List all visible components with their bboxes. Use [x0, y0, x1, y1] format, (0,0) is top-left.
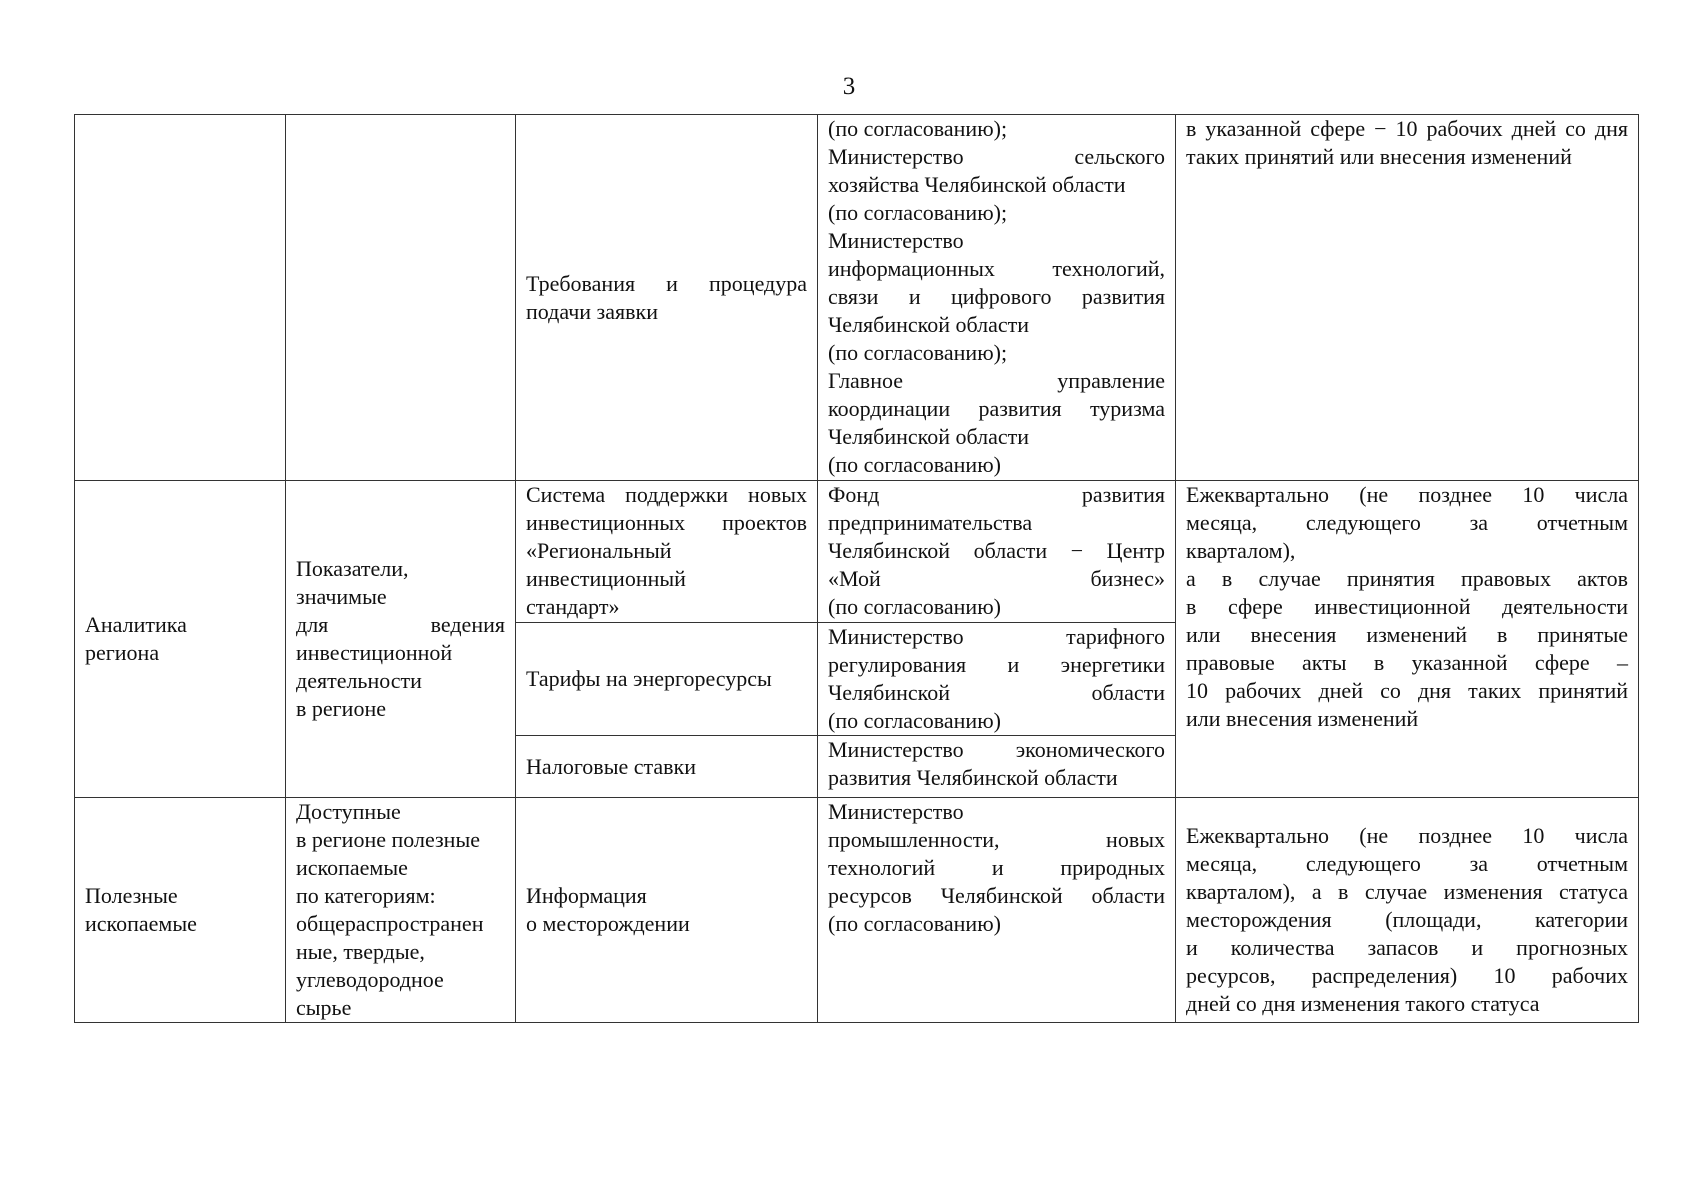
cell-r1-c2	[286, 115, 516, 481]
cell-line: о месторождении	[526, 911, 690, 936]
cell-line: (по согласованию)	[828, 452, 1001, 477]
cell-r2a-c4	[818, 481, 1176, 623]
cell-line: или внесения изменений	[1186, 706, 1419, 731]
cell-line: Информация	[526, 883, 647, 908]
cell-r2b-c4	[818, 623, 1176, 736]
cell-line: Система поддержки новых	[526, 482, 807, 507]
cell-line: ресурсов, распределения) 10 рабочих	[1186, 963, 1628, 988]
cell-line: Ежеквартально (не позднее 10 числа	[1186, 482, 1628, 507]
cell-line: Челябинской области − Центр	[828, 538, 1165, 563]
cell-r1-c3	[516, 115, 818, 481]
cell-r2-c2	[286, 481, 516, 798]
cell-line: промышленности, новых	[828, 827, 1165, 852]
cell-line: развития Челябинской области	[828, 765, 1118, 790]
cell-line: кварталом),	[1186, 538, 1296, 563]
cell-line: предпринимательства	[828, 510, 1033, 535]
cell-r2a-c3	[516, 481, 818, 623]
cell-line: для ведения	[296, 612, 505, 637]
cell-text: Требования и процедура подачи заявки	[526, 270, 807, 324]
cell-line: координации развития туризма	[828, 396, 1165, 421]
cell-line: (по согласованию)	[828, 594, 1001, 619]
cell-line: ископаемые	[85, 911, 197, 936]
cell-line: кварталом), а в случае изменения статуса	[1186, 879, 1628, 904]
cell-line: Полезные	[85, 883, 178, 908]
cell-r2-c5	[1176, 481, 1639, 798]
cell-line: правовые акты в указанной сфере –	[1186, 650, 1628, 675]
cell-line: углеводородное	[296, 967, 444, 992]
cell-line: Челябинской области	[828, 424, 1030, 449]
cell-line: в регионе	[296, 696, 386, 721]
cell-line: Министерство сельского	[828, 144, 1165, 169]
cell-line: Министерство экономического	[828, 737, 1165, 762]
cell-line: значимые	[296, 584, 387, 609]
cell-r1-c1	[75, 115, 286, 481]
cell-line: (по согласованию);	[828, 200, 1008, 225]
cell-line: региона	[85, 640, 160, 665]
cell-line: (по согласованию);	[828, 116, 1008, 141]
cell-r2-c1	[75, 481, 286, 798]
cell-line: дней со дня изменения такого статуса	[1186, 991, 1540, 1016]
cell-r2c-c3	[516, 736, 818, 798]
cell-line: «Мой бизнес»	[828, 566, 1165, 591]
cell-line: по категориям:	[296, 883, 436, 908]
cell-line: Челябинской области	[828, 312, 1030, 337]
cell-line: месторождения (площади, категории	[1186, 907, 1628, 932]
cell-line: стандарт»	[526, 594, 620, 619]
cell-line: (по согласованию)	[828, 911, 1001, 936]
cell-line: Министерство	[828, 228, 964, 253]
cell-line: инвестиционный	[526, 566, 686, 591]
cell-line: в сфере инвестиционной деятельности	[1186, 594, 1628, 619]
cell-r3-c2	[286, 798, 516, 1023]
cell-line: и количества запасов и прогнозных	[1186, 935, 1628, 960]
cell-line: общераспространен	[296, 911, 484, 936]
cell-line: Министерство тарифного	[828, 624, 1165, 649]
cell-r3-c5	[1176, 798, 1639, 1023]
cell-line: Доступные	[296, 799, 401, 824]
cell-line: регулирования и энергетики	[828, 652, 1165, 677]
cell-line: (по согласованию);	[828, 340, 1008, 365]
cell-line: Фонд развития	[828, 482, 1165, 507]
cell-text: Налоговые ставки	[526, 753, 696, 779]
cell-r2b-c3	[516, 623, 818, 736]
data-table	[74, 114, 1639, 1023]
cell-line: инвестиционных проектов	[526, 510, 807, 535]
cell-line: Главное управление	[828, 368, 1165, 393]
table-row	[75, 798, 1639, 1023]
cell-line: Министерство	[828, 799, 964, 824]
cell-line: деятельности	[296, 668, 422, 693]
cell-r1-c5	[1176, 115, 1639, 481]
cell-line: «Региональный	[526, 538, 672, 563]
cell-line: информационных технологий,	[828, 256, 1165, 281]
cell-line: (по согласованию)	[828, 708, 1001, 733]
cell-r3-c4	[818, 798, 1176, 1023]
cell-line: в регионе полезные	[296, 827, 480, 852]
cell-line: месяца, следующего за отчетным	[1186, 851, 1628, 876]
cell-line: сырье	[296, 995, 352, 1020]
cell-line: Ежеквартально (не позднее 10 числа	[1186, 823, 1628, 848]
page-number: 3	[842, 73, 856, 100]
cell-r3-c3	[516, 798, 818, 1023]
cell-line: инвестиционной	[296, 640, 453, 665]
cell-line: Показатели,	[296, 556, 409, 581]
cell-text: в указанной сфере − 10 рабочих дней со дня таких принятий или внесения изменений	[1186, 116, 1628, 169]
cell-line: Челябинской области	[828, 680, 1165, 705]
table-row	[75, 115, 1639, 481]
cell-line: а в случае принятия правовых актов	[1186, 566, 1628, 591]
cell-line: ресурсов Челябинской области	[828, 883, 1165, 908]
cell-r2c-c4	[818, 736, 1176, 798]
cell-line: связи и цифрового развития	[828, 284, 1165, 309]
cell-line: технологий и природных	[828, 855, 1165, 880]
cell-line: ные, твердые,	[296, 939, 425, 964]
cell-line: хозяйства Челябинской области	[828, 172, 1126, 197]
cell-text: Тарифы на энергоресурсы	[526, 666, 772, 691]
cell-line: Аналитика	[85, 612, 187, 637]
cell-r1-c4	[818, 115, 1176, 481]
cell-r3-c1	[75, 798, 286, 1023]
cell-line: месяца, следующего за отчетным	[1186, 510, 1628, 535]
table-row	[75, 481, 1639, 623]
cell-line: 10 рабочих дней со дня таких принятий	[1186, 678, 1628, 703]
cell-line: или внесения изменений в принятые	[1186, 622, 1628, 647]
cell-line: ископаемые	[296, 855, 408, 880]
